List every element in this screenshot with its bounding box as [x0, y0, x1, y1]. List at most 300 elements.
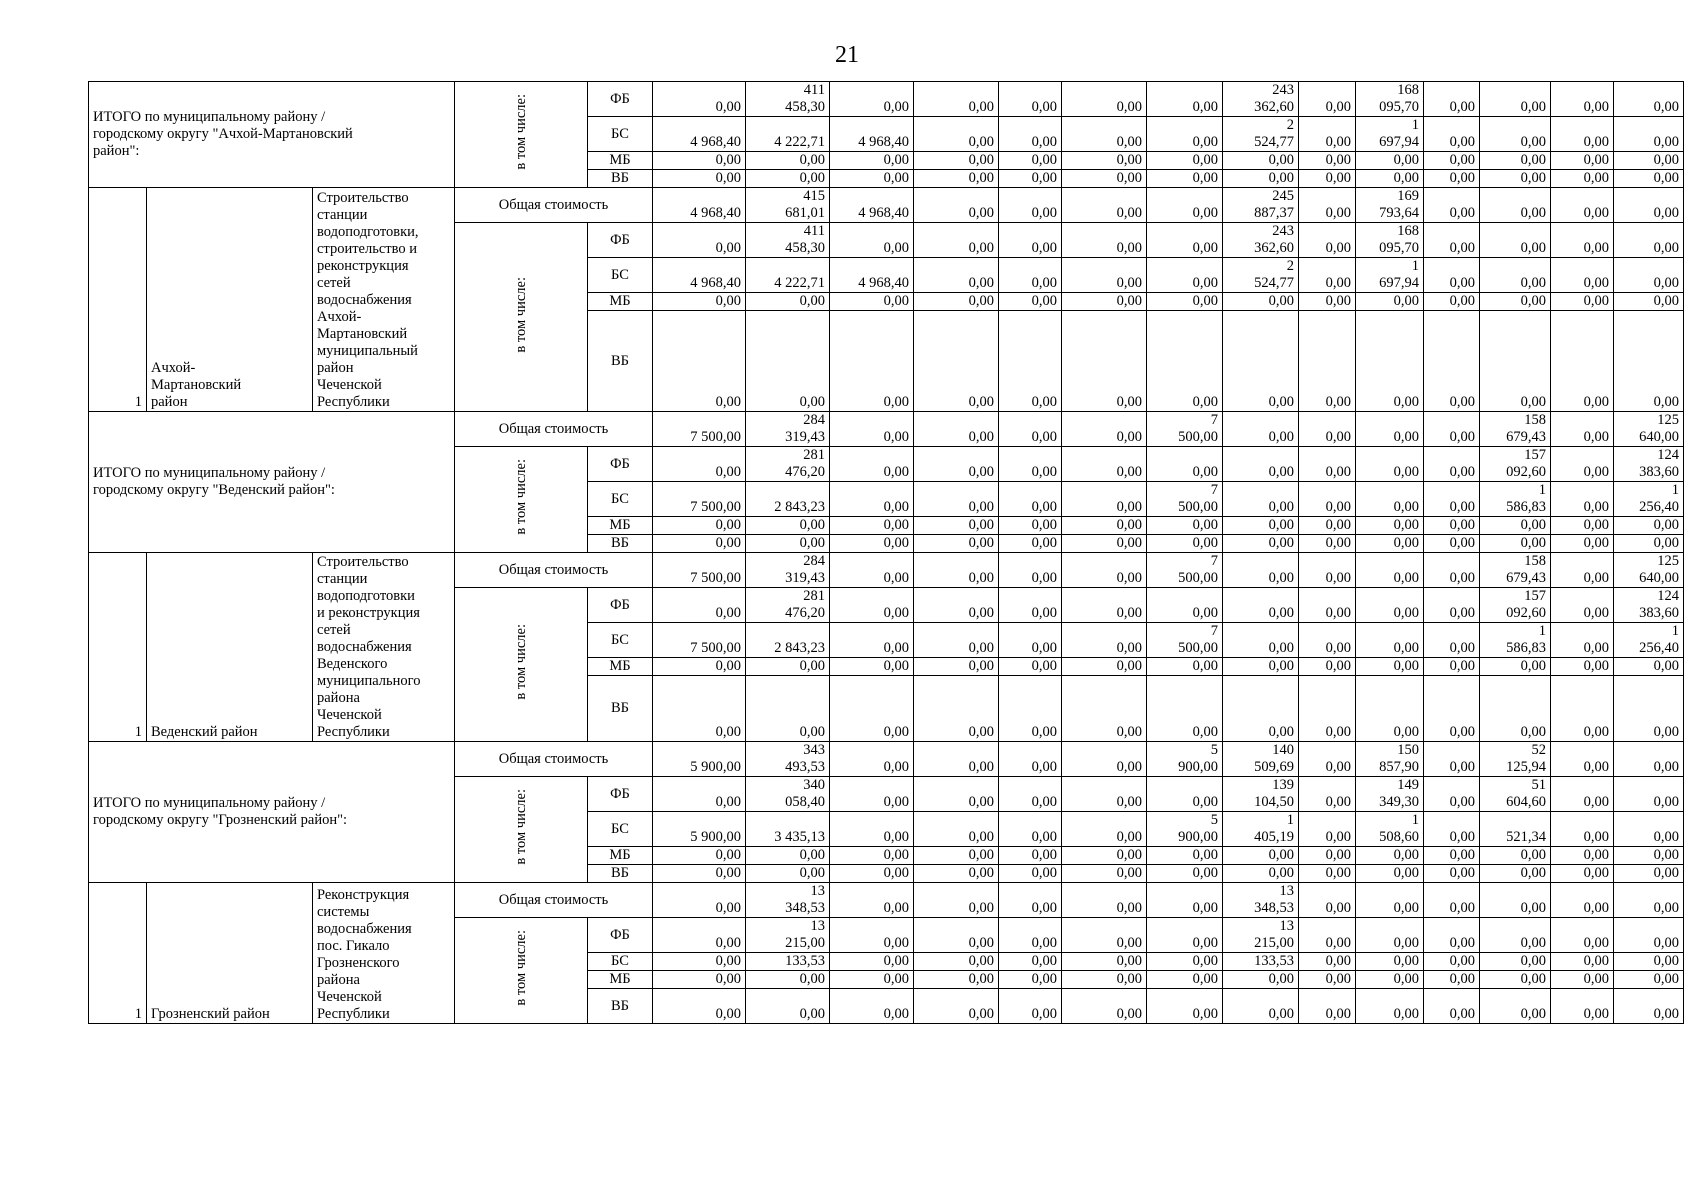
- fund-type: МБ: [588, 152, 653, 170]
- value-cell: 0,00: [653, 588, 746, 623]
- value-cell: 0,00: [1424, 989, 1480, 1024]
- value-cell: 0,00: [1147, 676, 1223, 742]
- value-cell: 0,00: [1062, 258, 1147, 293]
- value-cell: 124 383,60: [1614, 447, 1684, 482]
- value-cell: 0,00: [1147, 865, 1223, 883]
- value-cell: 0,00: [1062, 971, 1147, 989]
- value-cell: 0,00: [1147, 953, 1223, 971]
- value-cell: 157 092,60: [1480, 588, 1551, 623]
- value-cell: 0,00: [1223, 676, 1299, 742]
- value-cell: 0,00: [653, 989, 746, 1024]
- value-cell: 0,00: [1424, 953, 1480, 971]
- value-cell: 0,00: [1614, 953, 1684, 971]
- value-cell: 0,00: [1424, 588, 1480, 623]
- value-cell: 0,00: [1424, 658, 1480, 676]
- value-cell: 0,00: [1062, 953, 1147, 971]
- itogo-total-row: [89, 412, 1684, 447]
- value-cell: 281 476,20: [746, 447, 830, 482]
- value-cell: 0,00: [999, 152, 1062, 170]
- value-cell: 0,00: [1147, 117, 1223, 152]
- value-cell: 0,00: [1299, 117, 1356, 152]
- value-cell: 0,00: [1424, 311, 1480, 412]
- value-cell: 0,00: [1551, 535, 1614, 553]
- value-cell: 0,00: [1062, 883, 1147, 918]
- value-cell: 0,00: [653, 82, 746, 117]
- fund-type: МБ: [588, 517, 653, 535]
- value-cell: 0,00: [1223, 412, 1299, 447]
- value-cell: 0,00: [914, 971, 999, 989]
- value-cell: 0,00: [914, 658, 999, 676]
- value-cell: 0,00: [1147, 971, 1223, 989]
- value-cell: 0,00: [1223, 865, 1299, 883]
- object-district: Ачхой- Мартановский район: [147, 188, 313, 412]
- value-cell: 0,00: [914, 777, 999, 812]
- value-cell: 0,00: [1062, 676, 1147, 742]
- value-cell: 7 500,00: [653, 482, 746, 517]
- value-cell: 0,00: [1480, 117, 1551, 152]
- value-cell: 0,00: [653, 918, 746, 953]
- value-cell: 0,00: [1424, 812, 1480, 847]
- value-cell: 0,00: [1551, 847, 1614, 865]
- value-cell: 0,00: [746, 535, 830, 553]
- value-cell: 0,00: [1147, 223, 1223, 258]
- itogo-label: ИТОГО по муниципальному району / городскому округу "Грозненский район":: [89, 742, 455, 883]
- fund-type: БС: [588, 482, 653, 517]
- value-cell: 415 681,01: [746, 188, 830, 223]
- value-cell: 0,00: [914, 553, 999, 588]
- value-cell: 0,00: [1356, 517, 1424, 535]
- value-cell: 5 900,00: [653, 812, 746, 847]
- value-cell: 0,00: [999, 293, 1062, 311]
- value-cell: 0,00: [830, 676, 914, 742]
- value-cell: 0,00: [1062, 535, 1147, 553]
- value-cell: 0,00: [830, 777, 914, 812]
- value-cell: 0,00: [1223, 447, 1299, 482]
- value-cell: 284 319,43: [746, 553, 830, 588]
- value-cell: 0,00: [1480, 152, 1551, 170]
- value-cell: 0,00: [1062, 82, 1147, 117]
- value-cell: 0,00: [830, 412, 914, 447]
- value-cell: 0,00: [1299, 742, 1356, 777]
- value-cell: 0,00: [1551, 188, 1614, 223]
- value-cell: 0,00: [914, 293, 999, 311]
- value-cell: 52 125,94: [1480, 742, 1551, 777]
- value-cell: 0,00: [999, 447, 1062, 482]
- value-cell: 0,00: [1223, 658, 1299, 676]
- value-cell: 0,00: [1424, 170, 1480, 188]
- value-cell: 0,00: [746, 989, 830, 1024]
- value-cell: 284 319,43: [746, 412, 830, 447]
- value-cell: 0,00: [999, 676, 1062, 742]
- value-cell: 0,00: [1062, 812, 1147, 847]
- value-cell: 0,00: [1480, 258, 1551, 293]
- value-cell: 0,00: [1551, 311, 1614, 412]
- fund-type: МБ: [588, 971, 653, 989]
- value-cell: 0,00: [999, 311, 1062, 412]
- value-cell: 0,00: [1551, 588, 1614, 623]
- value-cell: 0,00: [830, 223, 914, 258]
- fund-type: БС: [588, 117, 653, 152]
- itogo-label: ИТОГО по муниципальному району / городскому округу "Ачхой-Мартановский район":: [89, 82, 455, 188]
- value-cell: 0,00: [1062, 588, 1147, 623]
- value-cell: 158 679,43: [1480, 412, 1551, 447]
- value-cell: 243 362,60: [1223, 82, 1299, 117]
- value-cell: 245 887,37: [1223, 188, 1299, 223]
- value-cell: 0,00: [653, 535, 746, 553]
- value-cell: 0,00: [1424, 971, 1480, 989]
- value-cell: 5 900,00: [1147, 742, 1223, 777]
- value-cell: 0,00: [1223, 517, 1299, 535]
- value-cell: 0,00: [1424, 258, 1480, 293]
- value-cell: 0,00: [830, 293, 914, 311]
- value-cell: 0,00: [1480, 847, 1551, 865]
- itogo-fund-row: [89, 82, 1684, 117]
- in-that-number-label: [455, 588, 588, 742]
- value-cell: 0,00: [1424, 82, 1480, 117]
- value-cell: 0,00: [1614, 517, 1684, 535]
- value-cell: 133,53: [746, 953, 830, 971]
- value-cell: 0,00: [1614, 918, 1684, 953]
- value-cell: 0,00: [1356, 918, 1424, 953]
- value-cell: 0,00: [1480, 517, 1551, 535]
- value-cell: 0,00: [1147, 152, 1223, 170]
- object-name: Строительство станции водоподготовки и реконструкция сетей водоснабжения Веденского муниципального района Чеченской Республики: [313, 553, 455, 742]
- value-cell: 0,00: [1480, 535, 1551, 553]
- value-cell: 0,00: [830, 535, 914, 553]
- value-cell: 0,00: [1299, 777, 1356, 812]
- object-name: Строительство станции водоподготовки, строительство и реконструкция сетей водоснабжения Ачхой- Мартановский муниципальный район Чеченской Республики: [313, 188, 455, 412]
- fund-type: ВБ: [588, 989, 653, 1024]
- value-cell: 4 968,40: [653, 258, 746, 293]
- value-cell: 0,00: [1299, 847, 1356, 865]
- value-cell: 0,00: [830, 989, 914, 1024]
- value-cell: 0,00: [1424, 742, 1480, 777]
- value-cell: 0,00: [999, 553, 1062, 588]
- value-cell: 0,00: [1147, 258, 1223, 293]
- value-cell: 0,00: [1614, 777, 1684, 812]
- value-cell: 411 458,30: [746, 82, 830, 117]
- value-cell: 7 500,00: [653, 553, 746, 588]
- value-cell: 0,00: [1424, 865, 1480, 883]
- value-cell: 0,00: [1062, 188, 1147, 223]
- object-number: 1: [89, 883, 147, 1024]
- value-cell: 0,00: [830, 812, 914, 847]
- value-cell: 0,00: [653, 311, 746, 412]
- value-cell: 0,00: [1062, 742, 1147, 777]
- value-cell: 13 348,53: [746, 883, 830, 918]
- itogo-total-row: [89, 742, 1684, 777]
- value-cell: 0,00: [1299, 953, 1356, 971]
- value-cell: 0,00: [1299, 188, 1356, 223]
- value-cell: 0,00: [830, 152, 914, 170]
- value-cell: 0,00: [1299, 482, 1356, 517]
- value-cell: 0,00: [1299, 223, 1356, 258]
- value-cell: 0,00: [914, 918, 999, 953]
- value-cell: 7 500,00: [1147, 553, 1223, 588]
- value-cell: 51 604,60: [1480, 777, 1551, 812]
- value-cell: 0,00: [914, 865, 999, 883]
- value-cell: 0,00: [1299, 412, 1356, 447]
- value-cell: 0,00: [914, 412, 999, 447]
- value-cell: 0,00: [1223, 482, 1299, 517]
- value-cell: 0,00: [1480, 971, 1551, 989]
- value-cell: 0,00: [1147, 293, 1223, 311]
- in-that-number-text: в том числе:: [512, 624, 529, 700]
- value-cell: 0,00: [1356, 847, 1424, 865]
- value-cell: 0,00: [1356, 865, 1424, 883]
- value-cell: 0,00: [1356, 152, 1424, 170]
- value-cell: 0,00: [1223, 311, 1299, 412]
- value-cell: 0,00: [1551, 447, 1614, 482]
- value-cell: 0,00: [1223, 170, 1299, 188]
- in-that-number-text: в том числе:: [512, 930, 529, 1006]
- value-cell: 0,00: [1614, 883, 1684, 918]
- fund-type: БС: [588, 258, 653, 293]
- value-cell: 0,00: [1551, 883, 1614, 918]
- fund-type: ФБ: [588, 82, 653, 117]
- fund-type: ВБ: [588, 535, 653, 553]
- value-cell: 0,00: [999, 883, 1062, 918]
- value-cell: 0,00: [1614, 223, 1684, 258]
- in-that-number-text: в том числе:: [512, 789, 529, 865]
- value-cell: 0,00: [1356, 412, 1424, 447]
- value-cell: 0,00: [1614, 742, 1684, 777]
- value-cell: 0,00: [1551, 742, 1614, 777]
- value-cell: 0,00: [1299, 258, 1356, 293]
- value-cell: 0,00: [653, 971, 746, 989]
- value-cell: 0,00: [1299, 971, 1356, 989]
- value-cell: 168 095,70: [1356, 223, 1424, 258]
- value-cell: 0,00: [1614, 847, 1684, 865]
- value-cell: 0,00: [1147, 918, 1223, 953]
- value-cell: 0,00: [1147, 535, 1223, 553]
- value-cell: 0,00: [1147, 517, 1223, 535]
- value-cell: 411 458,30: [746, 223, 830, 258]
- value-cell: 0,00: [1614, 658, 1684, 676]
- value-cell: 4 222,71: [746, 258, 830, 293]
- value-cell: 0,00: [914, 883, 999, 918]
- value-cell: 0,00: [1223, 847, 1299, 865]
- value-cell: 0,00: [914, 989, 999, 1024]
- value-cell: 124 383,60: [1614, 588, 1684, 623]
- value-cell: 0,00: [1299, 447, 1356, 482]
- value-cell: 0,00: [1062, 447, 1147, 482]
- value-cell: 0,00: [999, 82, 1062, 117]
- value-cell: 0,00: [830, 883, 914, 918]
- value-cell: 0,00: [1062, 623, 1147, 658]
- fund-type: ВБ: [588, 170, 653, 188]
- total-cost-label: Общая стоимость: [455, 742, 653, 777]
- value-cell: 0,00: [914, 188, 999, 223]
- in-that-number-text: в том числе:: [512, 94, 529, 170]
- value-cell: 0,00: [999, 535, 1062, 553]
- total-cost-label: Общая стоимость: [455, 553, 653, 588]
- value-cell: 0,00: [1356, 553, 1424, 588]
- value-cell: 4 968,40: [830, 188, 914, 223]
- value-cell: 0,00: [1480, 223, 1551, 258]
- total-cost-label: Общая стоимость: [455, 188, 653, 223]
- value-cell: 0,00: [1062, 989, 1147, 1024]
- value-cell: 0,00: [1062, 777, 1147, 812]
- value-cell: 0,00: [914, 676, 999, 742]
- in-that-number-text: в том числе:: [512, 459, 529, 535]
- value-cell: 0,00: [1299, 989, 1356, 1024]
- value-cell: 0,00: [830, 170, 914, 188]
- value-cell: 0,00: [1062, 658, 1147, 676]
- value-cell: 0,00: [1424, 918, 1480, 953]
- value-cell: 0,00: [1223, 989, 1299, 1024]
- value-cell: 2 843,23: [746, 482, 830, 517]
- fund-type: ФБ: [588, 777, 653, 812]
- value-cell: 7 500,00: [1147, 482, 1223, 517]
- value-cell: 0,00: [746, 847, 830, 865]
- value-cell: 0,00: [1062, 865, 1147, 883]
- value-cell: 0,00: [1551, 223, 1614, 258]
- object-name: Реконструкция системы водоснабжения пос. Гикало Грозненского района Чеченской Республики: [313, 883, 455, 1024]
- value-cell: 0,00: [1356, 971, 1424, 989]
- value-cell: 0,00: [914, 517, 999, 535]
- value-cell: 0,00: [1062, 152, 1147, 170]
- value-cell: 0,00: [1356, 535, 1424, 553]
- value-cell: 0,00: [1551, 258, 1614, 293]
- object-number: 1: [89, 553, 147, 742]
- value-cell: 0,00: [1480, 865, 1551, 883]
- value-cell: 0,00: [1614, 258, 1684, 293]
- value-cell: 0,00: [914, 812, 999, 847]
- total-cost-label: Общая стоимость: [455, 883, 653, 918]
- value-cell: 0,00: [1424, 676, 1480, 742]
- value-cell: 0,00: [1551, 971, 1614, 989]
- value-cell: 0,00: [1299, 812, 1356, 847]
- value-cell: 1 586,83: [1480, 482, 1551, 517]
- value-cell: 0,00: [1147, 588, 1223, 623]
- value-cell: 0,00: [1551, 953, 1614, 971]
- value-cell: 0,00: [1299, 535, 1356, 553]
- value-cell: 0,00: [1551, 117, 1614, 152]
- value-cell: 0,00: [1299, 658, 1356, 676]
- value-cell: 0,00: [1480, 953, 1551, 971]
- value-cell: 0,00: [1223, 553, 1299, 588]
- value-cell: 0,00: [830, 658, 914, 676]
- value-cell: 0,00: [653, 883, 746, 918]
- value-cell: 343 493,53: [746, 742, 830, 777]
- value-cell: 0,00: [1223, 293, 1299, 311]
- value-cell: 0,00: [1356, 588, 1424, 623]
- value-cell: 0,00: [999, 953, 1062, 971]
- value-cell: 0,00: [653, 170, 746, 188]
- value-cell: 0,00: [999, 588, 1062, 623]
- value-cell: 0,00: [1062, 482, 1147, 517]
- in-that-number-text: в том числе:: [512, 276, 529, 353]
- value-cell: 0,00: [999, 865, 1062, 883]
- value-cell: 0,00: [1614, 170, 1684, 188]
- value-cell: 0,00: [1614, 188, 1684, 223]
- value-cell: 0,00: [1299, 82, 1356, 117]
- value-cell: 0,00: [830, 447, 914, 482]
- value-cell: 0,00: [1614, 535, 1684, 553]
- value-cell: 13 215,00: [746, 918, 830, 953]
- value-cell: 0,00: [1356, 447, 1424, 482]
- value-cell: 1 405,19: [1223, 812, 1299, 847]
- value-cell: 2 843,23: [746, 623, 830, 658]
- value-cell: 0,00: [999, 742, 1062, 777]
- value-cell: 0,00: [1480, 293, 1551, 311]
- value-cell: 5 900,00: [1147, 812, 1223, 847]
- value-cell: 0,00: [914, 82, 999, 117]
- in-that-number-label: [455, 82, 588, 188]
- value-cell: 0,00: [746, 658, 830, 676]
- fund-type: БС: [588, 623, 653, 658]
- value-cell: 0,00: [1062, 553, 1147, 588]
- value-cell: 0,00: [1062, 847, 1147, 865]
- value-cell: 1 256,40: [1614, 623, 1684, 658]
- value-cell: 0,00: [1424, 847, 1480, 865]
- value-cell: 0,00: [1147, 188, 1223, 223]
- value-cell: 4 968,40: [653, 188, 746, 223]
- value-cell: 3 435,13: [746, 812, 830, 847]
- value-cell: 0,00: [1614, 311, 1684, 412]
- value-cell: 0,00: [1062, 412, 1147, 447]
- value-cell: 5 900,00: [653, 742, 746, 777]
- value-cell: 0,00: [1299, 293, 1356, 311]
- itogo-label: ИТОГО по муниципальному району / городскому округу "Веденский район":: [89, 412, 455, 553]
- value-cell: 0,00: [830, 865, 914, 883]
- value-cell: 0,00: [653, 223, 746, 258]
- object-total-row: [89, 883, 1684, 918]
- value-cell: 0,00: [914, 953, 999, 971]
- value-cell: 0,00: [830, 971, 914, 989]
- value-cell: 0,00: [1356, 623, 1424, 658]
- in-that-number-label: [455, 223, 588, 412]
- value-cell: 0,00: [1551, 170, 1614, 188]
- value-cell: 0,00: [914, 588, 999, 623]
- value-cell: 0,00: [1614, 971, 1684, 989]
- value-cell: 1 256,40: [1614, 482, 1684, 517]
- value-cell: 0,00: [1614, 82, 1684, 117]
- value-cell: 0,00: [999, 117, 1062, 152]
- object-district: Веденский район: [147, 553, 313, 742]
- fund-type: ВБ: [588, 311, 653, 412]
- value-cell: 0,00: [1147, 311, 1223, 412]
- in-that-number-label: [455, 447, 588, 553]
- value-cell: 0,00: [1223, 623, 1299, 658]
- value-cell: 0,00: [999, 989, 1062, 1024]
- value-cell: 0,00: [1062, 223, 1147, 258]
- value-cell: 0,00: [1424, 883, 1480, 918]
- value-cell: 4 968,40: [830, 258, 914, 293]
- value-cell: 0,00: [914, 223, 999, 258]
- value-cell: 0,00: [1356, 658, 1424, 676]
- value-cell: 0,00: [1147, 170, 1223, 188]
- value-cell: 0,00: [1424, 517, 1480, 535]
- value-cell: 0,00: [1356, 989, 1424, 1024]
- value-cell: 0,00: [1480, 311, 1551, 412]
- value-cell: 0,00: [1356, 883, 1424, 918]
- value-cell: 133,53: [1223, 953, 1299, 971]
- value-cell: 0,00: [1147, 447, 1223, 482]
- value-cell: 139 104,50: [1223, 777, 1299, 812]
- value-cell: 0,00: [1062, 311, 1147, 412]
- object-district: Грозненский район: [147, 883, 313, 1024]
- value-cell: 0,00: [1480, 918, 1551, 953]
- value-cell: 0,00: [653, 865, 746, 883]
- value-cell: 0,00: [830, 553, 914, 588]
- value-cell: 0,00: [1299, 553, 1356, 588]
- value-cell: 0,00: [914, 170, 999, 188]
- value-cell: 0,00: [999, 777, 1062, 812]
- value-cell: 0,00: [999, 412, 1062, 447]
- value-cell: 0,00: [1551, 812, 1614, 847]
